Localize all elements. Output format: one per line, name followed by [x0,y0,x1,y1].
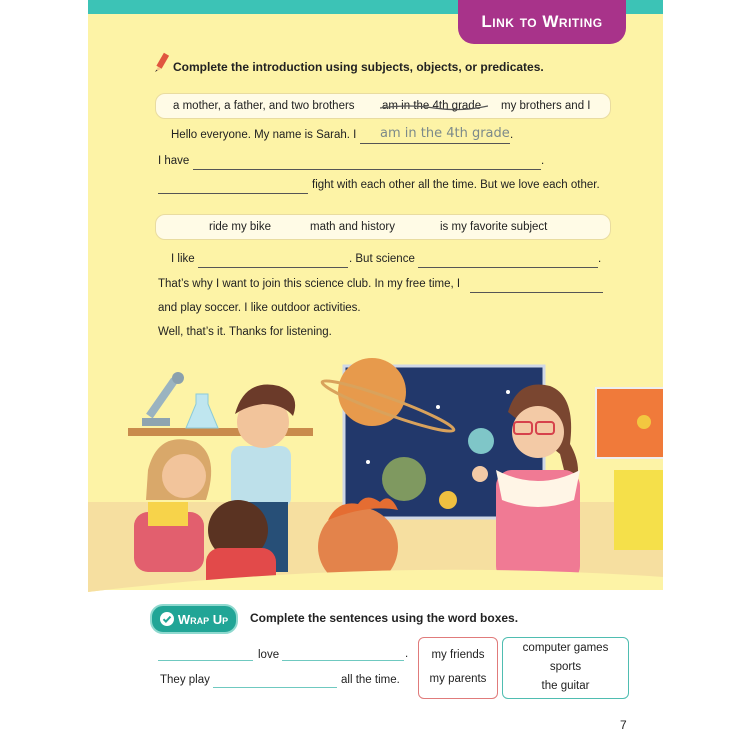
word-option: my friends [431,649,485,661]
strike-line [380,103,488,111]
s2-line2: That’s why I want to join this science club. In my free time, I [158,278,461,290]
answer-blank[interactable] [213,687,337,688]
s1-line2-start: I have [158,155,190,167]
handwritten-answer: am in the 4th grade [380,126,510,141]
s1-line3-end: fight with each other all the time. But we love each other. [312,179,600,191]
section-tab [458,0,626,44]
s2-line3: and play soccer. I like outdoor activities. [158,302,361,314]
word-option: my parents [429,673,487,685]
section-tab-label: Link to Writing [481,12,603,31]
wrap-up-instruction: Complete the sentences using the word boxes. [250,611,519,625]
s1-line1-end: . [510,129,514,141]
classroom-illustration [88,352,663,597]
answer-blank[interactable] [193,156,541,170]
word-box-2 [155,214,611,240]
word-option: the guitar [541,680,590,692]
answer-blank[interactable] [158,180,308,194]
wrap-row2-end: all the time. [341,674,400,686]
wrap-up-badge [150,604,238,634]
answer-blank[interactable] [198,254,348,268]
subject-word-box [418,637,498,699]
s1-line1 [171,129,356,141]
answer-blank[interactable] [282,660,404,661]
word-option-used: am in the 4th grade [382,100,482,112]
s1-line2-end: . [541,155,545,167]
s2-line1-mid: . But science [349,253,415,265]
pencil-icon [152,52,172,74]
word-box-1 [155,93,611,119]
word-option: my brothers and I [501,100,591,112]
page-number: 7 [620,718,627,732]
word-option: is my favorite subject [440,221,548,233]
word-option: a mother, a father, and two brothers [173,100,355,112]
wrap-row1-end: . [405,648,409,660]
wrap-row1-mid: love [258,649,280,661]
s2-line4: Well, that’s it. Thanks for listening. [158,326,332,338]
wrap-row2-start: They play [160,674,210,686]
object-word-box [502,637,629,699]
checkmark-icon [160,612,174,626]
s1-line1-start: Hello everyone. My name is Sarah. I [171,129,357,141]
word-option: ride my bike [209,221,271,233]
section1-instruction: Complete the introduction using subjects, objects, or predicates. [173,60,544,74]
answer-blank[interactable] [418,254,598,268]
word-option: math and history [310,221,396,233]
s2-line1-start: I like [171,253,195,265]
wrap-up-label: Wrap Up [177,611,229,627]
word-option: sports [549,661,582,673]
word-option: computer games [522,642,609,654]
s2-line1-end: . [598,253,602,265]
answer-blank[interactable] [158,660,253,661]
answer-blank[interactable] [470,279,603,293]
